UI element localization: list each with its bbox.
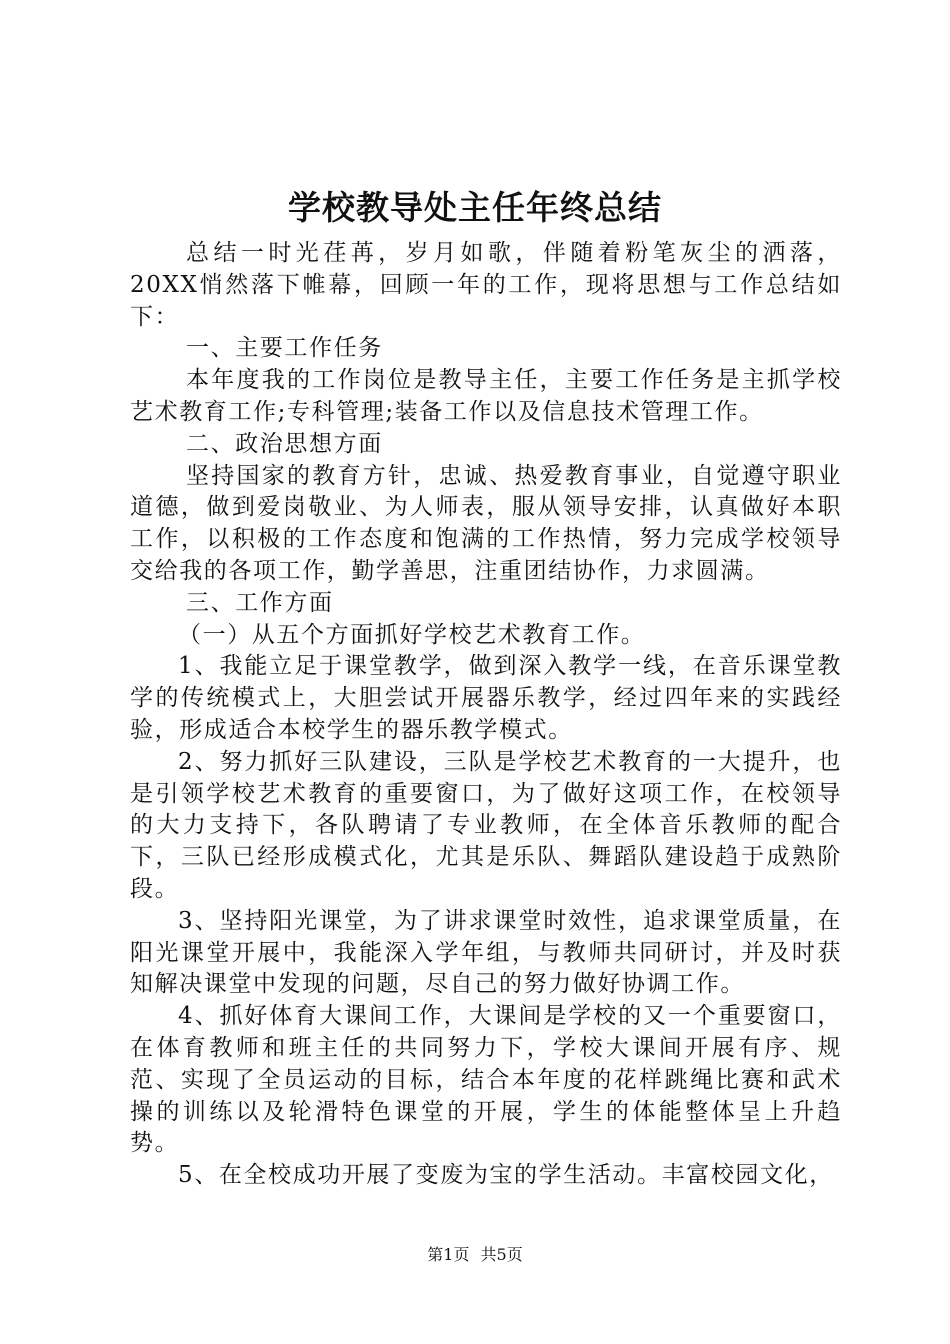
subsection-heading: （一）从五个方面抓好学校艺术教育工作。 (178, 621, 646, 648)
document-title: 学校教导处主任年终总结 (288, 188, 662, 227)
page-footer (0, 1244, 950, 1266)
list-item: 3、坚持阳光课堂，为了讲求课堂时效性，追求课堂质量，在阳光课堂开展中，我能深入学年组，与教师共同研讨，并及时获知解决课堂中发现的问题，尽自己的努力做好协调工作。 (130, 907, 842, 998)
list-item: 1、我能立足于课堂教学，做到深入教学一线，在音乐课堂教学的传统模式上，大胆尝试开展器乐教学，经过四年来的实践经验，形成适合本校学生的器乐教学模式。 (130, 653, 842, 743)
list-item: 4、抓好体育大课间工作，大课间是学校的又一个重要窗口，在体育教师和班主任的共同努力下，学校大课间开展有序、规范、实现了全员运动的目标，结合本年度的花样跳绳比赛和武术操的训练以及轮滑特色课堂的开展，学生的体能整体呈上升趋势。 (130, 1003, 842, 1157)
section-heading-3: 三、工作方面 (186, 589, 334, 616)
page-number: 第1页 (427, 1245, 470, 1264)
section-heading-1: 一、主要工作任务 (186, 335, 383, 362)
intro-paragraph: 总结一时光荏苒，岁月如歌，伴随着粉笔灰尘的洒落，20XX悄然落下帷幕，回顾一年的工作，现将思想与工作总结如下： (130, 240, 842, 330)
section-heading-2: 二、政治思想方面 (186, 430, 383, 457)
list-item: 5、在全校成功开展了变废为宝的学生活动。丰富校园文化， (178, 1162, 834, 1189)
list-item: 2、努力抓好三队建设，三队是学校艺术教育的一大提升，也是引领学校艺术教育的重要窗口，为了做好这项工作，在校领导的大力支持下，各队聘请了专业教师，在全体音乐教师的配合下，三队已经形成模式化，尤其是乐队、舞蹈队建设趋于成熟阶段。 (130, 748, 842, 902)
body-paragraph: 坚持国家的教育方针，忠诚、热爱教育事业，自觉遵守职业道德，做到爱岗敬业、为人师表，服从领导安排，认真做好本职工作，以积极的工作态度和饱满的工作热情，努力完成学校领导交给我的各项工作，勤学善思，注重团结协作，力求圆满。 (130, 462, 842, 584)
document-body (130, 238, 842, 1192)
body-paragraph: 本年度我的工作岗位是教导主任，主要工作任务是主抓学校艺术教育工作;专科管理;装备工作以及信息技术管理工作。 (130, 367, 842, 425)
page-total: 共5页 (480, 1245, 523, 1264)
